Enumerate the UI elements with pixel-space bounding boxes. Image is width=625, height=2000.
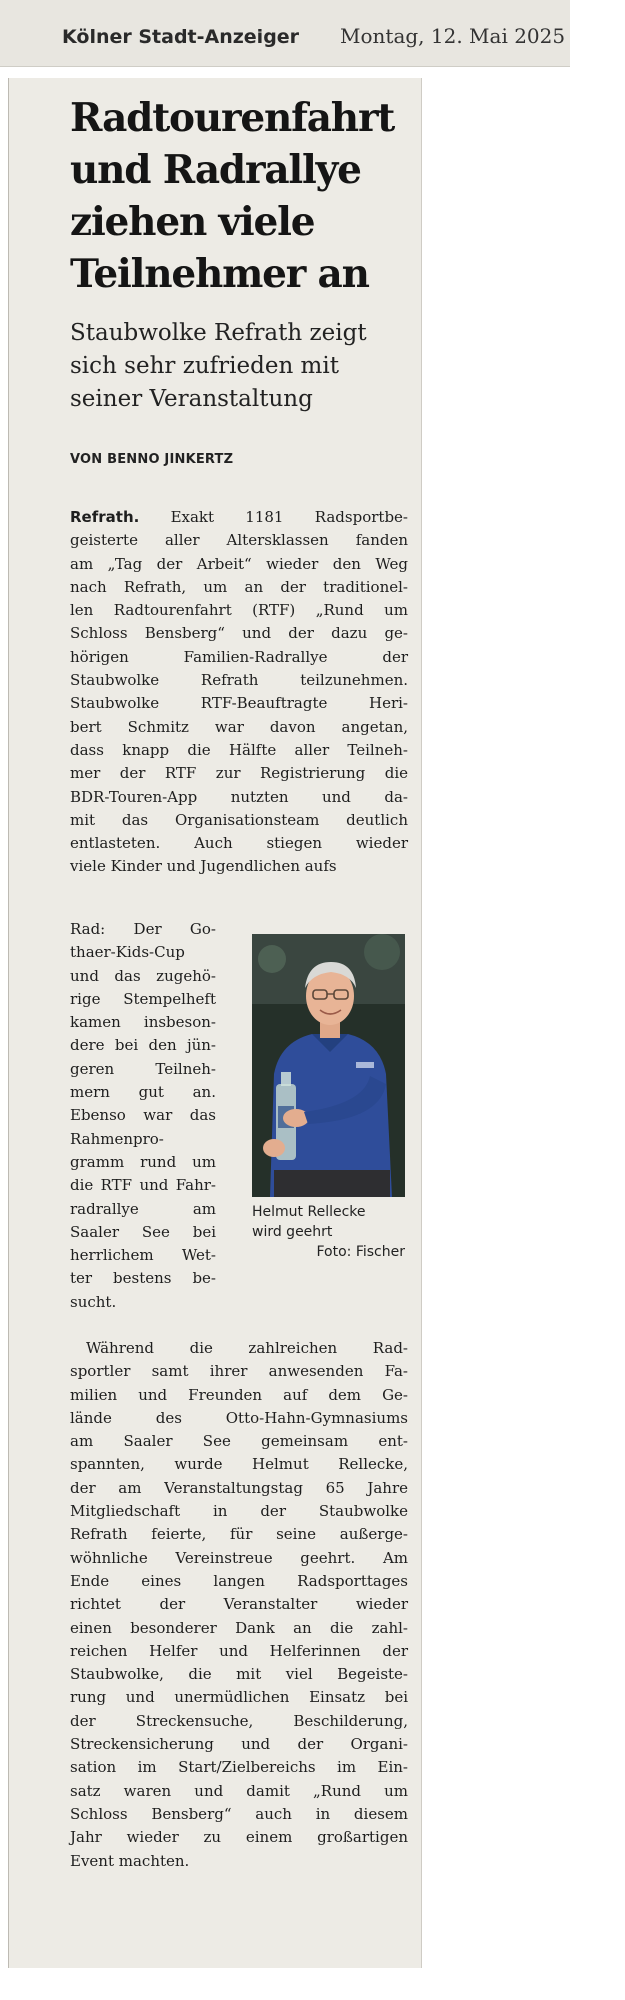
text-line: Rahmenpro-: [70, 1129, 164, 1148]
text-line: Refrath feierte, für seine außerge-: [70, 1525, 408, 1544]
article-subtitle: [70, 317, 415, 416]
text-line: reichen Helfer und Helferinnen der: [70, 1641, 408, 1660]
text-line: die RTF und Fahr-: [70, 1176, 216, 1195]
photo-illustration: [252, 934, 405, 1197]
byline: VON BENNO JINKERTZ: [70, 452, 234, 467]
text-line: der am Veranstaltungstag 65 Jahre: [70, 1478, 408, 1497]
text-line: lände des Otto-Hahn-Gymnasiums: [70, 1408, 408, 1427]
text-line: Schloss Bensberg“ und der dazu ge-: [70, 624, 408, 643]
headline-line: Radtourenfahrt: [70, 95, 395, 141]
text-line: richtet der Veranstalter wieder: [70, 1595, 408, 1614]
text-line: Ende eines langen Radsporttages: [70, 1571, 408, 1590]
text-line: thaer-Kids-Cup: [70, 943, 185, 962]
article-paragraph-1-continued: [70, 918, 216, 1314]
masthead: [0, 0, 570, 67]
subtitle-line: sich sehr zufrieden mit: [70, 353, 339, 379]
text-line: geisterte aller Altersklassen fanden: [70, 531, 408, 550]
text-line: gramm rund um: [70, 1152, 216, 1171]
text-line: geren Teilneh-: [70, 1059, 216, 1078]
text-line: und das zugehö-: [70, 966, 216, 985]
text-line: Rad: Der Go-: [70, 920, 216, 938]
text-line: hörigen Familien-Radrallye der: [70, 647, 408, 666]
location-tag: Refrath.: [70, 508, 140, 526]
text-line: Staubwolke, die mit viel Begeiste-: [70, 1665, 408, 1684]
text-line: dass knapp die Hälfte aller Teilneh-: [70, 740, 408, 759]
subtitle-line: Staubwolke Refrath zeigt: [70, 320, 367, 346]
newspaper-name: Kölner Stadt-Anzeiger: [62, 26, 300, 48]
text-line: wöhnliche Vereinstreue geehrt. Am: [70, 1548, 408, 1567]
text-line: Mitgliedschaft in der Staubwolke: [70, 1502, 408, 1521]
headline-line: und Radrallye: [70, 147, 361, 193]
text-line: [70, 506, 408, 529]
photo-credit: Foto: Fischer: [316, 1244, 405, 1260]
text-line: am „Tag der Arbeit“ wieder den Weg: [70, 554, 408, 573]
text-run: Exakt 1181 Radsportbe-: [139, 508, 408, 526]
text-line: herrlichem Wet-: [70, 1246, 216, 1265]
article-paragraph-2: [70, 1337, 408, 1873]
text-line: entlasteten. Auch stiegen wieder: [70, 834, 408, 853]
text-line: sation im Start/Zielbereichs im Ein-: [70, 1758, 408, 1777]
text-line: sportler samt ihrer anwesenden Fa-: [70, 1362, 408, 1381]
text-line: nach Refrath, um an der traditionel-: [70, 577, 408, 596]
text-line: sucht.: [70, 1292, 117, 1311]
text-line: viele Kinder und Jugendlichen aufs: [70, 857, 337, 876]
headline-line: Teilnehmer an: [70, 251, 369, 297]
text-line: BDR-Touren-App nutzten und da-: [70, 787, 408, 806]
text-line: mern gut an.: [70, 1083, 216, 1102]
photo-helmut-rellecke: [252, 934, 405, 1197]
text-line: der Streckensuche, Beschilderung,: [70, 1711, 408, 1730]
text-line: Event machten.: [70, 1851, 190, 1870]
text-line: Streckensicherung und der Organi-: [70, 1735, 408, 1754]
text-line: Saaler See bei: [70, 1222, 216, 1241]
text-line: Staubwolke RTF-Beauftragte Heri-: [70, 694, 408, 713]
text-line: bert Schmitz war davon angetan,: [70, 717, 408, 736]
text-line: Ebenso war das: [70, 1106, 216, 1125]
text-line: ter bestens be-: [70, 1269, 216, 1288]
text-line: len Radtourenfahrt (RTF) „Rund um: [70, 601, 408, 620]
photo-caption: [252, 1202, 405, 1262]
subtitle-line: seiner Veranstaltung: [70, 386, 313, 412]
text-line: rige Stempelheft: [70, 989, 216, 1008]
text-line: am Saaler See gemeinsam ent-: [70, 1432, 408, 1451]
headline-line: ziehen viele: [70, 199, 315, 245]
text-line: Schloss Bensberg“ auch in diesem: [70, 1804, 408, 1823]
text-line: rung und unermüdlichen Einsatz bei: [70, 1688, 408, 1707]
text-line: spannten, wurde Helmut Rellecke,: [70, 1455, 408, 1474]
caption-line: wird geehrt: [252, 1224, 333, 1240]
text-line: einen besonderer Dank an die zahl-: [70, 1618, 408, 1637]
text-line: Jahr wieder zu einem großartigen: [70, 1828, 408, 1847]
text-line: kamen insbeson-: [70, 1013, 216, 1032]
issue-date: Montag, 12. Mai 2025: [340, 24, 566, 48]
text-line: milien und Freunden auf dem Ge-: [70, 1385, 408, 1404]
text-line: mit das Organisationsteam deutlich: [70, 810, 408, 829]
article-paragraph-1: [70, 506, 408, 879]
text-line: Während die zahlreichen Rad-: [86, 1339, 408, 1357]
caption-line: Helmut Rellecke: [252, 1204, 366, 1220]
text-line: satz waren und damit „Rund um: [70, 1781, 408, 1800]
article-headline: [70, 92, 415, 300]
text-line: Staubwolke Refrath teilzunehmen.: [70, 671, 408, 690]
text-line: dere bei den jün-: [70, 1036, 216, 1055]
text-line: radrallye am: [70, 1199, 216, 1218]
text-line: mer der RTF zur Registrierung die: [70, 764, 408, 783]
